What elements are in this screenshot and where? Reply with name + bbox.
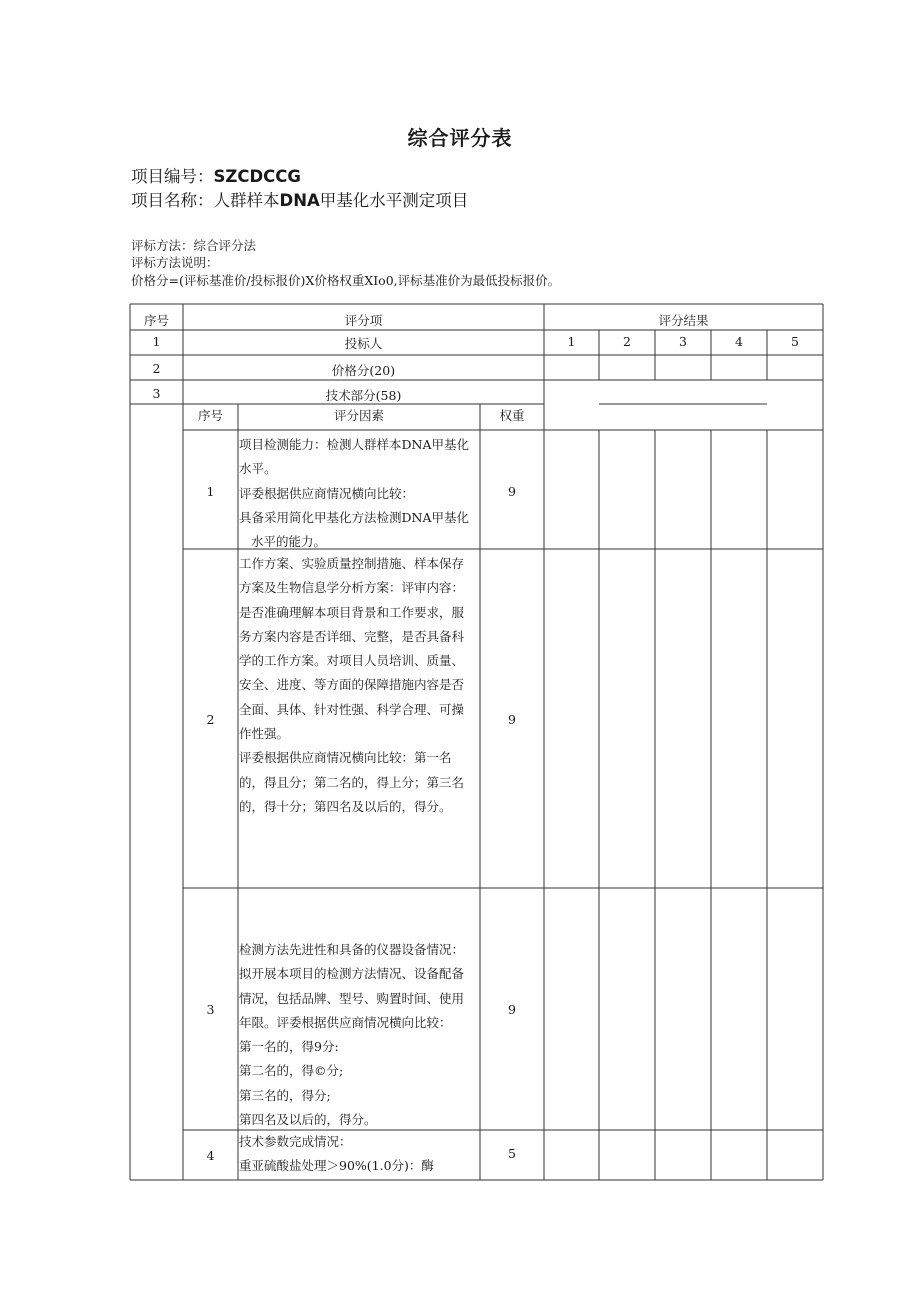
sub-header-weight: 权重 — [499, 408, 525, 423]
factor-line: 第三名的，得分; — [239, 1087, 331, 1103]
project-number-label: 项目编号： — [131, 167, 214, 186]
factor-line: 水平。 — [239, 461, 277, 477]
factor-line: 第二名的，得©分; — [239, 1063, 344, 1079]
factor-row-4-text — [239, 1130, 479, 1179]
factor-line: 学的工作方案。对项目人员培训、质量、 — [239, 653, 465, 669]
factor-line: 情况，包括品牌、型号、购置时间、使用 — [239, 990, 465, 1006]
factor-line: 项目检测能力：检测人群样本DNA甲基化 — [239, 437, 469, 452]
factor-row-2-text — [239, 552, 479, 819]
factor-row-2-seq: 2 — [206, 712, 215, 727]
evaluation-method: 评标方法：综合评分法 — [131, 238, 257, 253]
factor-line: 的，得十分；第四名及以后的，得分。 — [239, 798, 452, 814]
bidder-2: 2 — [623, 334, 631, 349]
factor-row-3-seq: 3 — [206, 1002, 215, 1017]
factor-line: 的，得且分；第二名的，得上分；第三名 — [239, 774, 465, 790]
factor-row-4-weight: 5 — [508, 1146, 516, 1161]
sub-header-factor: 评分因素 — [333, 408, 384, 423]
evaluation-method-note: 评标方法说明： — [131, 255, 219, 270]
row1-seq: 1 — [152, 334, 161, 349]
project-name-pre: 人群样本 — [213, 191, 280, 210]
project-name-label: 项目名称： — [131, 191, 214, 210]
factor-line: 是否准确理解本项目背景和工作要求，服 — [239, 604, 465, 620]
bidder-1: 1 — [567, 334, 576, 349]
factor-row-3-text — [239, 938, 479, 1132]
factor-line: 检测方法先进性和具备的仪器设备情况： — [239, 942, 465, 957]
project-name-post: 甲基化水平测定项目 — [319, 191, 469, 210]
factor-line: 拟开展本项目的检测方法情况、设备配备 — [239, 966, 465, 982]
factor-line: 年限。评委根据供应商情况横向比较： — [239, 1014, 452, 1030]
row2-item: 价格分(20) — [331, 363, 396, 378]
factor-line: 作性强。 — [239, 726, 290, 742]
bidder-5: 5 — [791, 334, 799, 349]
project-number-value: SZCDCCG — [213, 167, 301, 186]
factor-line: 重亚硫酸盐处理＞90%(1.0分)：酶 — [239, 1158, 434, 1174]
factor-line: 具备采用简化甲基化方法检测DNA甲基化 — [239, 509, 469, 525]
row2-seq: 2 — [152, 361, 161, 376]
row1-item: 投标人 — [344, 336, 383, 351]
factor-row-3-weight: 9 — [508, 1002, 516, 1017]
factor-line: 第一名的，得9分: — [239, 1039, 339, 1055]
factor-line: 方案及生物信息学分析方案：评审内容： — [239, 580, 465, 596]
header-seq: 序号 — [143, 313, 169, 328]
factor-row-2-weight: 9 — [508, 712, 516, 727]
factor-row-1-seq: 1 — [206, 484, 215, 499]
factor-line: 安全、进度、等方面的保障措施内容是否 — [239, 677, 465, 693]
row3-seq: 3 — [152, 386, 161, 401]
price-formula: 价格分=(评标基准价/投标报价)X价格权重XIo0,评标基准价为最低投标报价。 — [131, 273, 561, 288]
factor-line: 全面、具体、针对性强、科学合理、可操 — [239, 701, 465, 717]
factor-row-4-seq: 4 — [206, 1148, 215, 1163]
project-name-dna: DNA — [279, 191, 320, 210]
factor-line: 评委根据供应商情况横向比较： — [239, 485, 415, 501]
factor-row-1-weight: 9 — [508, 484, 516, 499]
factor-line: 第四名及以后的，得分。 — [239, 1112, 377, 1128]
header-item: 评分项 — [344, 313, 383, 328]
factor-line: 工作方案、实验质量控制措施、样本保存 — [239, 556, 465, 571]
factor-line: 水平的能力。 — [251, 534, 327, 550]
factor-line: 务方案内容是否详细、完整，是否具备科 — [239, 628, 465, 644]
bidder-3: 3 — [679, 334, 687, 349]
factor-line: 评委根据供应商情况横向比较：第一名 — [239, 750, 452, 766]
page-title: 综合评分表 — [407, 126, 513, 150]
header-result: 评分结果 — [658, 313, 709, 328]
row3-item: 技术部分(58) — [325, 388, 402, 403]
factor-row-1-text — [239, 433, 479, 554]
sub-header-seq: 序号 — [197, 408, 223, 423]
factor-line: 技术参数完成情况： — [239, 1134, 352, 1149]
bidder-4: 4 — [735, 334, 743, 349]
